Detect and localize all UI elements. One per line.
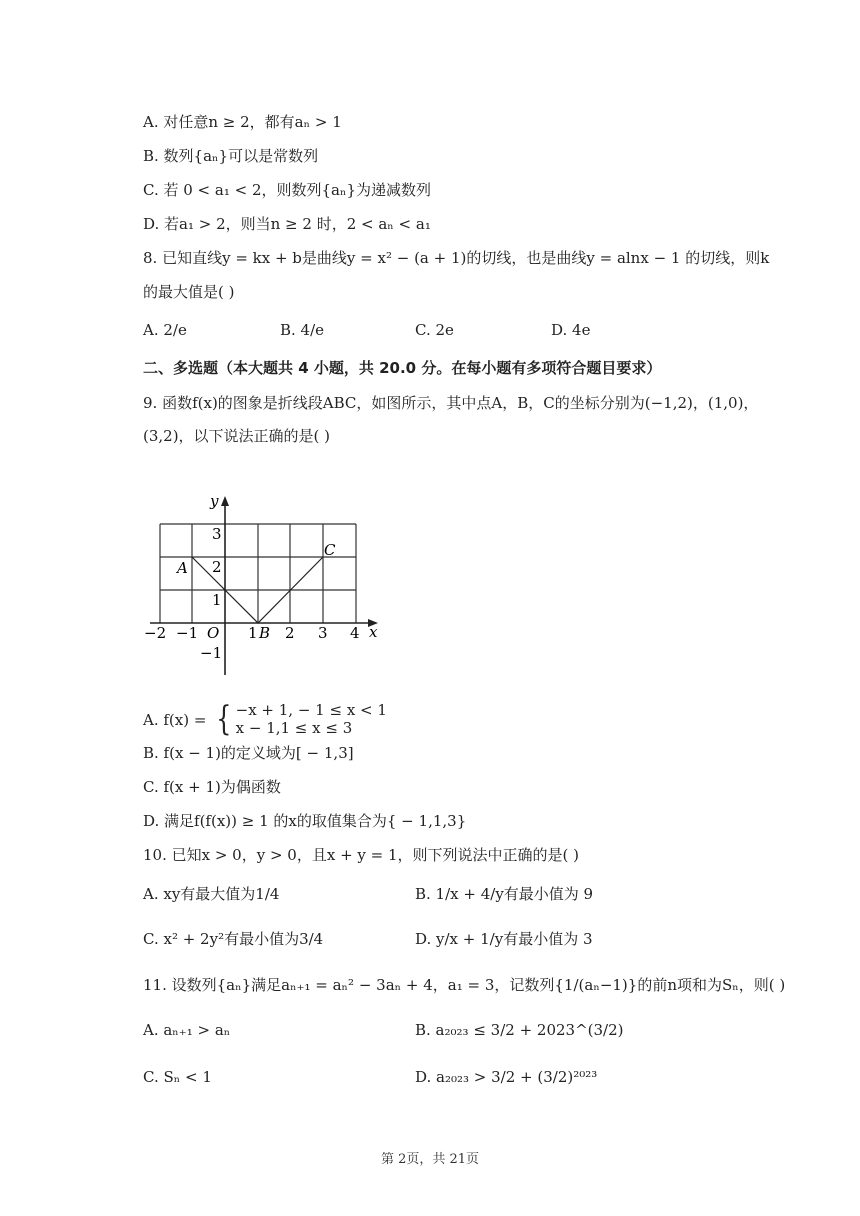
x-axis-label: x [369,623,378,641]
x-tick-label: −2 [144,624,167,642]
y-tick-label: 2 [212,558,222,576]
q9-option-c: C. f(x + 1)为偶函数 [143,778,281,796]
q9-option-a-prefix: A. f(x) = [143,711,207,729]
q11-stem: 11. 设数列{aₙ}满足aₙ₊₁ = aₙ² − 3aₙ + 4，a₁ = 3，记数列{1/(aₙ−1)}的前n项和为Sₙ，则( ) [143,976,786,994]
grid [160,524,356,623]
y-axis-arrow [221,496,229,506]
q7-option-a: A. 对任意n ≥ 2，都有aₙ > 1 [143,113,342,131]
q8-option-c: C. 2e [415,321,454,339]
q9-stem-line2: (3,2)，以下说法正确的是( ) [143,427,331,445]
page-footer: 第 2页，共 21页 [380,1152,480,1167]
q9-option-a-case2: x − 1,1 ≤ x ≤ 3 [235,719,353,737]
x-tick-label: −1 [176,624,199,642]
y-tick-label: 1 [212,591,222,609]
x-tick-label: 2 [285,624,295,642]
q7-option-b: B. 数列{aₙ}可以是常数列 [143,147,319,165]
q10-option-a: A. xy有最大值为1/4 [143,885,280,903]
y-tick-label: −1 [200,644,223,662]
q11-option-b: B. a₂₀₂₃ ≤ 3/2 + 2023^(3/2) [415,1021,624,1039]
q11-option-d: D. a₂₀₂₃ > 3/2 + (3/2)²⁰²³ [415,1068,598,1086]
q10-option-c: C. x² + 2y²有最小值为3/4 [143,930,324,948]
q8-option-b: B. 4/e [280,321,325,339]
q10-option-b: B. 1/x + 4/y有最小值为 9 [415,885,594,903]
q11-option-c: C. Sₙ < 1 [143,1068,212,1086]
point-label-b: B [259,624,271,642]
q9-option-b: B. f(x − 1)的定义域为[ − 1,3] [143,744,354,762]
q7-option-c: C. 若 0 < a₁ < 2，则数列{aₙ}为递减数列 [143,181,432,199]
q10-stem: 10. 已知x > 0，y > 0，且x + y = 1，则下列说法中正确的是( ) [143,846,580,864]
q9-option-a [143,701,387,737]
brace-icon: { [216,699,232,739]
point-label-c: C [324,541,336,559]
q10-option-d: D. y/x + 1/y有最小值为 3 [415,930,593,948]
point-label-a: A [177,559,188,577]
section-heading: 二、多选题（本大题共 4 小题，共 20.0 分。在每小题有多项符合题目要求） [143,359,662,377]
x-tick-label: 4 [350,624,360,642]
q8-stem-line1: 8. 已知直线y = kx + b是曲线y = x² − (a + 1)的切线，也是曲线y = alnx − 1 的切线，则k [143,249,770,267]
q7-option-d: D. 若a₁ > 2，则当n ≥ 2 时，2 < aₙ < a₁ [143,215,431,233]
q9-option-a-case1: −x + 1, − 1 ≤ x < 1 [235,701,387,719]
y-tick-label: 3 [212,525,222,543]
q8-stem-line2: 的最大值是( ) [143,283,235,301]
q9-stem-line1: 9. 函数f(x)的图象是折线段ABC，如图所示，其中点A，B，C的坐标分别为(−1,2)，(1,0)， [143,394,759,412]
q9-option-d: D. 满足f(f(x)) ≥ 1 的x的取值集合为{ − 1,1,3} [143,812,467,830]
q8-option-d: D. 4e [551,321,591,339]
q11-option-a: A. aₙ₊₁ > aₙ [143,1021,231,1039]
q9-graph [140,490,390,680]
origin-label: O [207,624,220,642]
x-tick-label: 3 [318,624,328,642]
x-tick-label: 1 [248,624,258,642]
y-axis-label: y [210,492,219,510]
q8-option-a: A. 2/e [143,321,187,339]
